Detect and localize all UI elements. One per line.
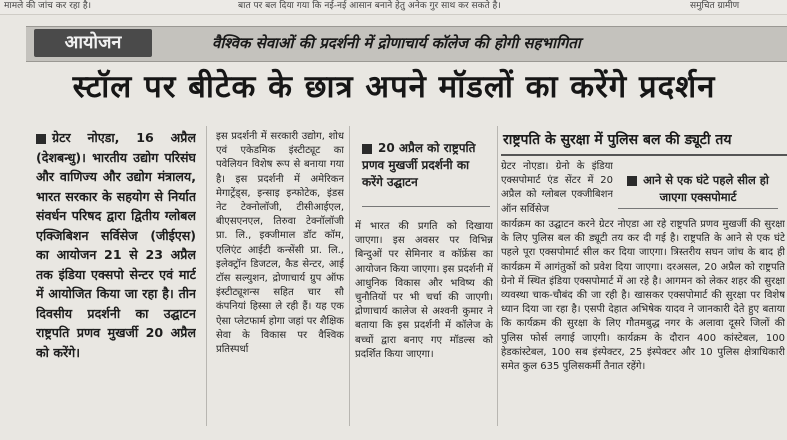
column-2: [216, 130, 344, 357]
box-pull-marker-icon: [627, 176, 637, 186]
pull-quote-text: 20 अप्रैल को राष्ट्रपति प्रणव मुखर्जी प्रदर्शनी का करेंगे उद्घाटन: [362, 141, 476, 189]
column-1-body: भारतीय उद्योग परिसंघ और वाणिज्य और उद्योग मंत्रालय, भारत सरकार के सहयोग से निर्यात संवर्धन परिषद द्वारा द्वितीय ग्लोबल एक्जिबिशन सर्विसेज (जीईएस) का आयोजन 21 से 23 अप्रैल तक इंडिया एक्सपो सेन्टर एवं मार्ट में आयोजित किया जा रहा है। तीन दिवसीय प्रदर्शनी का उद्घाटन राष्ट्रपति प्रणव मुखर्जी 20 अप्रैल को करेंगे।: [36, 149, 196, 360]
column-3: [355, 220, 493, 362]
column-divider: [497, 126, 498, 426]
box-pull-quote: [618, 172, 778, 209]
column-4-intro-text: ग्रेटर नोएडा। ग्रेनो के इंडिया एक्सपोमार्ट एंड सेंटर में 20 अप्रैल को ग्लोबल एक्जीबिशन ऑन सर्विसेज: [501, 161, 613, 215]
dateline: ग्रेटर नोएडा, 16 अप्रैल (देशबन्धु)।: [36, 130, 196, 165]
column-4-body: [501, 218, 785, 374]
pull-quote: [362, 140, 492, 191]
main-headline: स्टॉल पर बीटेक के छात्र अपने मॉडलों का करेंगे प्रदर्शन: [72, 69, 716, 105]
column-4-body-text: कार्यक्रम का उद्घाटन करने ग्रेटर नोएडा आ रहे राष्ट्रपति प्रणव मुखर्जी की सुरक्षा के लिए पुलिस बल की ड्यूटी तय कर दी गई है। राष्ट्रपति के आने से एक घंटे पहले पूरा एक्सपोमार्ट सील कर दिया जाएगा। त्रिस्तरीय सघन जांच के बाद ही कार्यक्रम में आगंतुकों को प्रवेश दिया जाएगा। दरअसल, 20 अप्रैल को राष्ट्रपति ग्रेनो में स्थित इंडिया एक्सपोमार्ट में आ रहे है। आगमन को लेकर शहर की सुरक्षा व्यवस्था चाक-चौबंद की जा रही है। खासकर एक्सपोमार्ट की सुरक्षा पर विशेष ध्यान दिया जा रहा है। एसपी देहात अभिषेक यादव ने जानकारी देते हुए बताया कि कार्यक्रम की सुरक्षा के लिए गौतमबुद्ध नगर के अलावा दूसरे जिलों की पुलिस फोर्स लगाई जाएगी। कार्यक्रम के दौरान 400 कांस्टेबल, 100 हेडकांस्टेबल, 100 सब इंस्पेक्टर, 25 इंस्पेक्टर और 10 पुलिस क्षेत्राधिकारी समेत कुल 635 पुलिसकर्मी तैनात रहेंगे।: [501, 219, 785, 373]
column-divider: [349, 126, 350, 426]
strip-text-right: समुचित ग्रामीण: [690, 1, 740, 11]
dateline-marker-icon: [36, 134, 46, 144]
strip-text-middle: बात पर बल दिया गया कि नई-नई आसान बनाने हेतु अनेक गुर साथ कर सकते है।: [238, 1, 501, 11]
column-2-body: इस प्रदर्शनी में सरकारी उद्योग, शोध एवं एकेडमिक इंस्टीट्यूट का पवेलियन विशेष रूप से बनाया गया है। इस प्रदर्शनी में अमेरिकन मेगाट्रेंड्स, इन्साइ इन्फोटेक, इंडस नेट टेक्नोलॉजी, टीसीआईएल, बीएसएनएल, तिरुवा टेक्नॉलॉजी प्रा. लि., इक्जीमाल डॉट कॉम, एलिएंट आईटी कन्सेंसी प्रा. लि., इलेक्ट्रॉन डिजटल, कैड सेन्टर, आई टॉस सल्युशन, द्रोणाचार्य ग्रुप ऑफ इंस्टीट्यूशन्स सहित चार सौ कंपनियां हिस्सा ले रही हैं। यह एक ऐसा प्लेटफार्म होगा जहां पर शैक्षिक सेवा के विकास पर वैश्विक प्रतिस्पर्धा: [216, 131, 344, 356]
sub-headline-rule: [501, 154, 787, 156]
banner-subhead: वैश्विक सेवाओं की प्रदर्शनी में द्रोणाचार्य कॉलेज की होगी सहभागिता: [212, 34, 581, 52]
column-1: [36, 128, 196, 362]
section-banner: [26, 26, 787, 62]
pull-quote-rule: [362, 206, 490, 207]
column-divider: [206, 126, 207, 426]
pull-quote-marker-icon: [362, 144, 372, 154]
section-kicker: आयोजन: [34, 29, 152, 57]
column-3-body: में भारत की प्रगति को दिखाया जाएगा। इस अवसर पर विभिन्न बिन्दुओं पर सेमिनार व कॉफ्रेंस का आयोजन किया जाएगा। इस प्रदर्शनी में आधुनिक विकास और भविष्य की चुनौतियों पर भी चर्चा की जाएगी। द्रोणाचार्य कालेज से अश्वनी कुमार ने बताया कि इस प्रदर्शनी में कॉलेज के बच्चों द्वारा बनाए गए मॉडल्स को प्रदर्शित किया जाएगा।: [355, 221, 493, 360]
sub-headline: राष्ट्रपति के सुरक्षा में पुलिस बल की ड्यूटी तय: [503, 132, 732, 148]
previous-article-strip: [0, 0, 787, 15]
strip-text-left: मामले की जांच कर रहा है।: [4, 1, 92, 11]
box-pull-text: आने से एक घंटे पहले सील हो जाएगा एक्सपोमार्ट: [643, 173, 769, 204]
column-4-intro: [501, 160, 613, 217]
